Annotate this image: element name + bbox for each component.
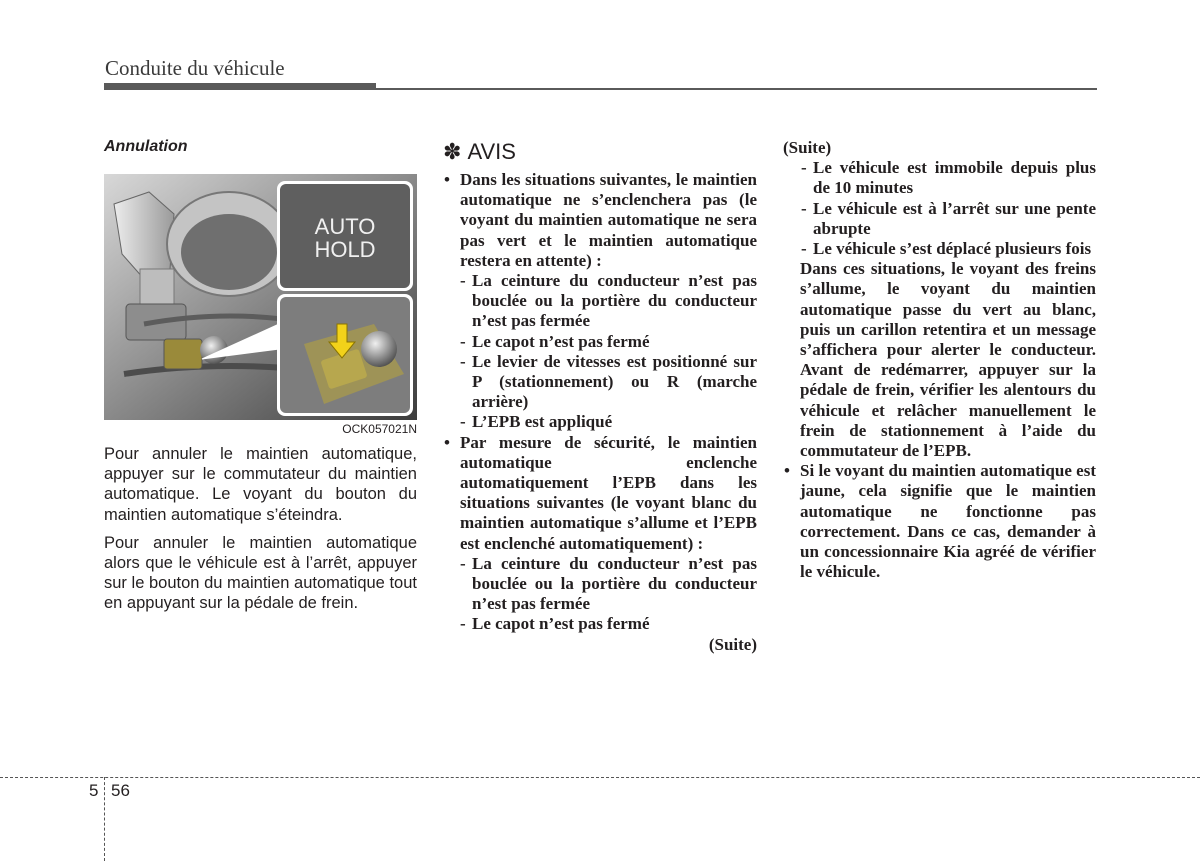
- bullet-mark: •: [444, 170, 450, 189]
- dash-mark: -: [801, 158, 807, 178]
- figure-caption: OCK057021N: [342, 422, 417, 436]
- dash-mark: -: [460, 614, 466, 634]
- list-item-text: Le véhicule est immobile depuis plus de 10 minutes: [813, 158, 1096, 198]
- continued-from-label: (Suite): [783, 138, 832, 157]
- bullet-text: Par mesure de sécurité, le maintien automatique enclenche automatiquement l’EPB dans les situations suivantes (le voyant blanc du maintien automatique s’allume et l’EPB est enclenché automatiquement) :: [460, 432, 757, 553]
- section-heading: Annulation: [104, 138, 188, 155]
- avis-title: AVIS: [467, 139, 516, 164]
- dash-mark: -: [460, 271, 466, 291]
- column-middle: [443, 138, 757, 655]
- list-item-text: L’EPB est appliqué: [472, 412, 613, 432]
- dash-mark: -: [460, 351, 466, 371]
- list-item-text: Le véhicule s’est déplacé plusieurs fois: [813, 239, 1092, 259]
- list-item: [443, 412, 757, 432]
- list-item: [783, 158, 1096, 198]
- bullet-mark: •: [444, 432, 450, 452]
- bullet-text: Dans les situations suivantes, le maintien automatique ne s’enclenchera pas (le voyant du maintien automatique ne sera pas vert et le maintien automatique restera en attente) :: [460, 170, 757, 270]
- annulation-paragraph-2: Pour annuler le maintien automatique alors que le véhicule est à l’arrêt, appuyer sur le bouton du maintien automatique tout en appuyant sur la pédale de frein.: [104, 533, 417, 613]
- page-number: 56: [111, 781, 130, 800]
- list-item-text: Le capot n’est pas fermé: [472, 331, 650, 351]
- continued-label: (Suite): [708, 634, 757, 654]
- column-left: [104, 138, 417, 614]
- hold-label: HOLD: [314, 237, 376, 262]
- notice-bullet-1: [443, 170, 757, 271]
- footer-vertical-divider: [104, 777, 105, 861]
- annulation-paragraph-1: Pour annuler le maintien automatique, appuyer sur le commutateur du maintien automatique. Le voyant du bouton du maintien automatique s’éteindra.: [104, 445, 417, 524]
- console-illustration: [104, 174, 417, 420]
- page-header-title: Conduite du véhicule: [105, 56, 285, 80]
- chapter-number: 5: [89, 781, 99, 800]
- list-item-text: Le capot n’est pas fermé: [472, 614, 650, 634]
- column-right: [783, 138, 1096, 582]
- dash-mark: -: [460, 331, 466, 351]
- list-item-text: La ceinture du conducteur n’est pas bouclée ou la portière du conducteur n’est pas fermée: [472, 553, 757, 614]
- list-item: [783, 199, 1096, 239]
- auto-label: AUTO: [314, 214, 376, 239]
- list-item-text: Le levier de vitesses est positionné sur P (stationnement) ou R (marche arrière): [472, 351, 757, 412]
- footer-divider: [0, 777, 1200, 778]
- list-item: [443, 271, 757, 332]
- list-item-text: Le véhicule est à l’arrêt sur une pente abrupte: [813, 198, 1096, 238]
- list-item: [443, 614, 757, 634]
- situation-paragraph: Dans ces situations, le voyant des freins s’allume, le voyant du maintien automatique passe du vert au blanc, puis un carillon retentira et un message s’affichera pour alerter le conducteur. Avant de redémarrer, appuyer sur la pédale de frein, vérifier les alentours du véhicule et relâcher manuellement le frein de stationnement à l’aide du commutateur de l’EPB.: [800, 259, 1096, 461]
- bullet-text: Si le voyant du maintien automatique est jaune, cela signifie que le maintien automatique ne fonctionne pas correctement. Dans ce cas, demander à un concessionnaire Kia agréé de vérifier le véhicule.: [800, 461, 1096, 582]
- asterisk-icon: ✽: [443, 139, 462, 164]
- notice-bullet-3: [783, 461, 1096, 582]
- header-rule-thin: [104, 88, 1097, 90]
- dash-mark: -: [460, 553, 466, 573]
- dash-mark: -: [460, 412, 466, 432]
- bullet-mark: •: [784, 461, 790, 481]
- dash-mark: -: [801, 239, 807, 259]
- list-item: [443, 352, 757, 413]
- avis-heading: [443, 138, 757, 166]
- dash-mark: -: [801, 198, 807, 218]
- list-item: [783, 239, 1096, 259]
- notice-bullet-2: [443, 433, 757, 554]
- list-item: [443, 554, 757, 615]
- list-item: [443, 332, 757, 352]
- list-item-text: La ceinture du conducteur n’est pas bouclée ou la portière du conducteur n’est pas fermée: [472, 271, 757, 331]
- auto-hold-figure: [104, 174, 417, 420]
